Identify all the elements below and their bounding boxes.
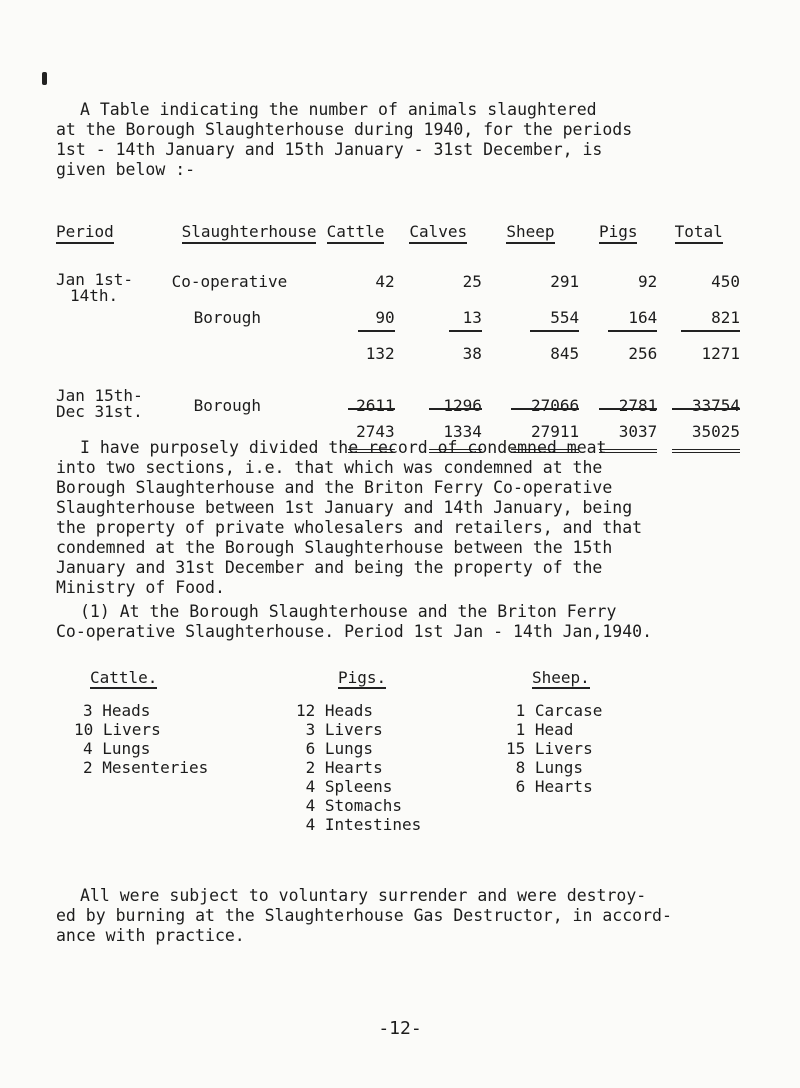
total-cell: 33754: [691, 396, 740, 415]
calves-total: 1334: [395, 422, 482, 441]
pigs-heading: Pigs.: [338, 668, 387, 687]
pigs-cell: 92: [638, 272, 658, 291]
cattle-cell: 90: [375, 308, 395, 327]
header-total: Total: [657, 222, 740, 244]
paragraph-line: January and 31st December and being the property of the: [56, 558, 603, 577]
list-item: 3 Heads: [83, 701, 151, 720]
intro-line: 1st - 14th January and 15th January - 31st December, is: [56, 140, 603, 159]
list-item: 4 Intestines: [296, 815, 422, 834]
paragraph-line: condemned at the Borough Slaughterhouse between the 15th: [56, 538, 613, 557]
header-slaughterhouse: Slaughterhouse: [144, 222, 317, 244]
slaughterhouse-cell: Borough: [193, 308, 262, 327]
intro-line: at the Borough Slaughterhouse during 1940, for the periods: [56, 120, 633, 139]
sheep-subtotal: 845: [482, 344, 579, 380]
header-cattle: Cattle: [316, 222, 394, 244]
list-item: 15 Livers: [506, 739, 593, 758]
slaughterhouse-cell: Borough: [193, 396, 262, 415]
list-item: 4 Spleens: [296, 777, 393, 796]
list-item: 1 Head: [506, 720, 574, 739]
pigs-cell: 164: [628, 308, 658, 327]
list-item: 6 Lungs: [296, 739, 374, 758]
paragraph-line: I have purposely divided the record of condemned meat: [80, 438, 607, 457]
page-number: -12-: [378, 1018, 422, 1039]
calves-cell: 25: [462, 272, 482, 291]
cattle-column: [74, 668, 208, 777]
scan-mark: [42, 72, 47, 85]
intro-line: given below :-: [56, 160, 196, 179]
cattle-subtotal: 132: [316, 344, 394, 380]
list-item: 10 Livers: [74, 720, 161, 739]
paragraph-line: Co-operative Slaughterhouse. Period 1st Jan - 14th Jan,1940.: [56, 622, 653, 641]
section-1-heading: [56, 602, 756, 642]
period-cell: Jan 15th- Dec 31st.: [56, 386, 143, 421]
paragraph-line: Borough Slaughterhouse and the Briton Ferry Co-operative: [56, 478, 613, 497]
paragraph-line: Slaughterhouse between 1st January and 14th January, being: [56, 498, 633, 517]
list-item: 6 Hearts: [506, 777, 593, 796]
calves-cell: 13: [462, 308, 482, 327]
slaughter-table: [56, 222, 740, 441]
sheep-cell: 291: [550, 272, 580, 291]
slaughterhouse-cell: Co-operative: [171, 272, 288, 291]
pigs-column: [296, 668, 421, 834]
list-item: 2 Hearts: [296, 758, 383, 777]
list-item: 3 Livers: [296, 720, 383, 739]
paragraph-line: Ministry of Food.: [56, 578, 225, 597]
list-item: 4 Lungs: [83, 739, 151, 758]
paragraph-line: ed by burning at the Slaughterhouse Gas Destructor, in accord-: [56, 906, 672, 925]
table-header-row: [56, 222, 740, 244]
cattle-heading: Cattle.: [90, 668, 158, 687]
pigs-cell: 2781: [618, 396, 658, 415]
intro-text: [56, 100, 756, 180]
cattle-total: 2743: [316, 422, 394, 441]
sheep-cell: 27066: [530, 396, 580, 415]
list-item: 1 Carcase: [506, 701, 603, 720]
paragraph-line: (1) At the Borough Slaughterhouse and the Briton Ferry: [80, 602, 617, 621]
header-pigs: Pigs: [579, 222, 657, 244]
total-subtotal: 1271: [657, 344, 740, 380]
intro-line: A Table indicating the number of animals slaughtered: [80, 100, 597, 119]
cattle-cell: 42: [375, 272, 395, 291]
sheep-total: 27911: [482, 422, 579, 441]
paragraph-line: the property of private wholesalers and retailers, and that: [56, 518, 643, 537]
paragraph-line: All were subject to voluntary surrender and were destroy-: [80, 886, 647, 905]
list-item: 12 Heads: [296, 701, 374, 720]
paragraph-line: ance with practice.: [56, 926, 245, 945]
pigs-subtotal: 256: [579, 344, 657, 380]
paragraph-line: into two sections, i.e. that which was condemned at the: [56, 458, 603, 477]
list-item: 8 Lungs: [506, 758, 584, 777]
sheep-heading: Sheep.: [532, 668, 590, 687]
total-cell: 450: [711, 272, 740, 291]
paragraph-condemned-meat: [56, 438, 756, 598]
total-cell: 821: [711, 308, 740, 327]
subtotal-row: [56, 344, 740, 380]
pigs-total: 3037: [579, 422, 657, 441]
header-period: Period: [56, 222, 144, 244]
period-cell: Jan 1st- 14th.: [56, 270, 134, 305]
list-item: 4 Stomachs: [296, 796, 402, 815]
calves-subtotal: 38: [395, 344, 482, 380]
sheep-column: [506, 668, 602, 796]
table-row: [56, 272, 740, 308]
header-calves: Calves: [395, 222, 482, 244]
paragraph-disposal: [56, 886, 756, 946]
cattle-cell: 2611: [356, 396, 395, 415]
sheep-cell: 554: [550, 308, 580, 327]
header-sheep: Sheep: [482, 222, 579, 244]
calves-cell: 1296: [443, 396, 482, 415]
total-total: 35025: [657, 422, 740, 441]
list-item: 2 Mesenteries: [83, 758, 209, 777]
